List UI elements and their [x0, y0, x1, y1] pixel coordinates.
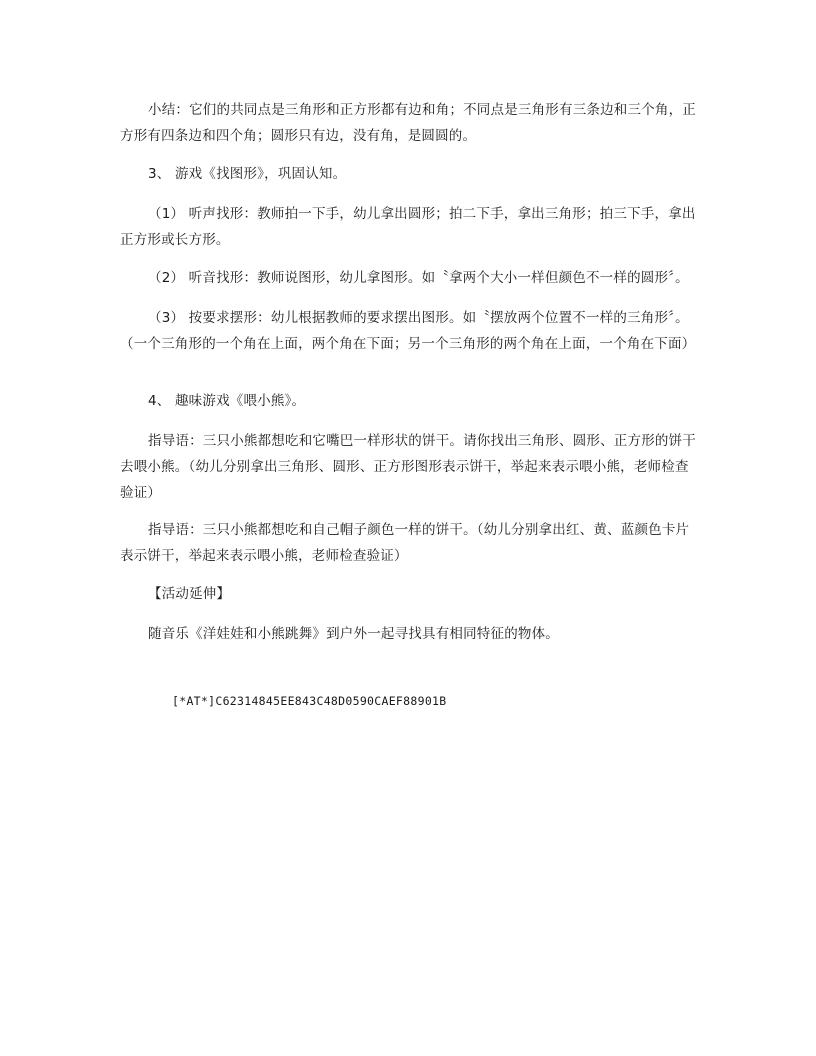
step-4-heading: 4、 趣味游戏《喂小熊》。: [148, 393, 306, 409]
instruction-paragraph-1: 指导语：三只小熊都想吃和它嘴巴一样形状的饼干。请你找出三角形、圆形、正方形的饼干去喂小熊。（幼儿分别拿出三角形、圆形、正方形图形表示饼干，举起来表示喂小熊，老师检查验证）: [120, 433, 696, 501]
instruction-paragraph-2: 指导语：三只小熊都想吃和自己帽子颜色一样的饼干。（幼儿分别拿出红、黄、蓝颜色卡片表示饼干，举起来表示喂小熊，老师检查验证）: [120, 522, 690, 564]
closing-paragraph: 随音乐《洋娃娃和小熊跳舞》到户外一起寻找具有相同特征的物体。: [148, 626, 559, 642]
substep-2-paragraph: （2） 听音找形：教师说图形，幼儿拿图形。如〝拿两个大小一样但颜色不一样的圆形〞。: [148, 270, 689, 286]
substep-3-paragraph: （3） 按要求摆形：幼儿根据教师的要求摆出图形。如〝摆放两个位置不一样的三角形〞。（一个三角形的一个角在上面，两个角在下面；另一个三角形的两个角在上面，一个角在下面）: [120, 310, 696, 352]
substep-1-paragraph: （1） 听声找形：教师拍一下手，幼儿拿出圆形；拍二下手，拿出三角形；拍三下手，拿出正方形或长方形。: [120, 206, 696, 248]
footer-code: [*AT*]C62314845EE843C48D0590CAEF88901B: [172, 694, 447, 708]
step-3-heading: 3、 游戏《找图形》，巩固认知。: [148, 166, 347, 182]
summary-paragraph: 小结：它们的共同点是三角形和正方形都有边和角；不同点是三角形有三条边和三个角，正方形有四条边和四个角；圆形只有边，没有角，是圆圆的。: [120, 102, 696, 144]
activity-extension-heading: 【活动延伸】: [148, 586, 231, 602]
